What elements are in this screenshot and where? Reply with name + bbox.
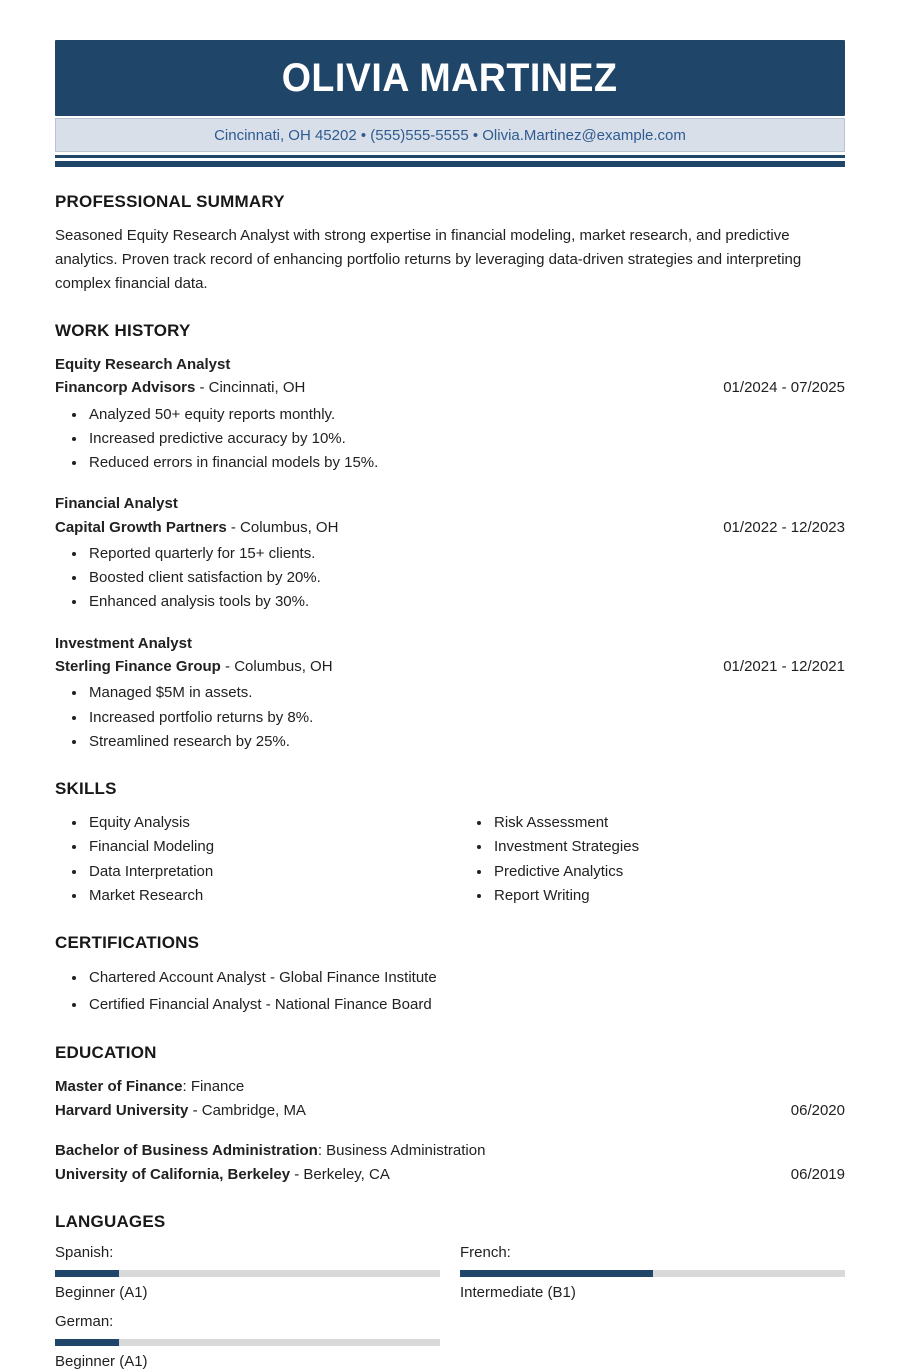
name-banner [55, 40, 845, 116]
skills-columns [55, 811, 845, 908]
job-company: Capital Growth Partners [55, 518, 227, 536]
language-bar-fill [460, 1270, 653, 1277]
skill-item: • Financial Modeling [87, 835, 440, 859]
skill-item: • Report Writing [492, 884, 845, 908]
skill-item: • Equity Analysis [87, 811, 440, 835]
education-program: : Business Administration [317, 1141, 486, 1159]
skills-column-left [55, 811, 440, 908]
language-entry [55, 1313, 440, 1370]
job-title: Investment Analyst [55, 634, 192, 652]
job-location: - Columbus, OH [220, 658, 333, 676]
education-location: - Berkeley, CA [290, 1165, 390, 1183]
skill-item: • Risk Assessment [492, 811, 845, 835]
language-bar-track [55, 1339, 440, 1346]
job-bullet: • Analyzed 50+ equity reports monthly. [87, 403, 845, 427]
skills-column-right [460, 811, 845, 908]
job-company-line [55, 376, 845, 399]
language-level: Beginner (A1) [55, 1352, 148, 1370]
language-name: German: [55, 1312, 114, 1330]
education-entry [55, 1075, 845, 1123]
job-bullet: • Managed $5M in assets. [87, 681, 845, 705]
education-degree: Master of Finance [55, 1077, 183, 1095]
certification-list [55, 965, 845, 1018]
language-bar-track [55, 1270, 440, 1277]
certification-item: • Certified Financial Analyst - National Finance Board [87, 992, 845, 1018]
skill-item: • Data Interpretation [87, 860, 440, 884]
language-bar-track [460, 1270, 845, 1277]
education-date: 06/2019 [790, 1165, 845, 1183]
education-degree-line [55, 1139, 845, 1163]
section-work-history [55, 321, 845, 754]
skill-item: • Investment Strategies [492, 835, 845, 859]
education-degree: Bachelor of Business Administration [55, 1141, 318, 1159]
summary-heading: PROFESSIONAL SUMMARY [55, 192, 285, 211]
language-name: Spanish: [55, 1243, 114, 1261]
divider-thick [55, 161, 845, 167]
job-bullet: • Reported quarterly for 15+ clients. [87, 542, 845, 566]
education-school-location [55, 1099, 306, 1123]
job-dates: 01/2021 - 12/2021 [723, 658, 845, 676]
education-heading: EDUCATION [55, 1042, 157, 1062]
job-company: Sterling Finance Group [55, 658, 221, 676]
job-entry [55, 492, 845, 614]
job-company: Financorp Advisors [55, 379, 196, 397]
education-school-location [55, 1163, 390, 1187]
job-title: Financial Analyst [55, 495, 178, 513]
education-program: : Finance [182, 1077, 245, 1095]
language-entry [460, 1244, 845, 1301]
summary-text: Seasoned Equity Research Analyst with strong expertise in financial modeling, market research, and predictive analytics. Proven track record of enhancing portfolio returns by leveraging data-driven strategies and interpreting complex financial data. [55, 227, 802, 292]
job-company-location [55, 376, 305, 399]
language-entry [55, 1244, 440, 1301]
education-location: - Cambridge, MA [188, 1101, 306, 1119]
language-bar-fill [55, 1339, 119, 1346]
language-level: Beginner (A1) [55, 1283, 148, 1301]
job-bullet-list [55, 681, 845, 754]
job-dates: 01/2022 - 12/2023 [723, 518, 845, 536]
skill-item: • Market Research [87, 884, 440, 908]
languages-grid [55, 1244, 845, 1370]
job-bullet: • Boosted client satisfaction by 20%. [87, 566, 845, 590]
job-bullet: • Enhanced analysis tools by 30%. [87, 590, 845, 614]
education-school: University of California, Berkeley [55, 1165, 291, 1183]
job-bullet-list [55, 542, 845, 615]
contact-info: Cincinnati, OH 45202 • (555)555-5555 • Olivia.Martinez@example.com [214, 126, 686, 144]
job-bullet: • Reduced errors in financial models by 15%. [87, 451, 845, 475]
section-certifications [55, 933, 845, 1018]
job-bullet: • Increased predictive accuracy by 10%. [87, 427, 845, 451]
job-title: Equity Research Analyst [55, 356, 231, 373]
skills-heading: SKILLS [55, 779, 117, 799]
education-date: 06/2020 [790, 1101, 845, 1119]
job-location: - Columbus, OH [226, 518, 339, 536]
job-entry [55, 353, 845, 475]
language-bar-fill [55, 1270, 119, 1277]
job-bullet: • Streamlined research by 25%. [87, 730, 845, 754]
languages-heading: LANGUAGES [55, 1211, 166, 1231]
education-degree-line [55, 1075, 845, 1099]
skill-item: • Predictive Analytics [492, 860, 845, 884]
work-history-heading: WORK HISTORY [55, 321, 191, 340]
section-education [55, 1043, 845, 1187]
job-company-location [55, 655, 333, 678]
job-company-line [55, 655, 845, 678]
certification-item: • Chartered Account Analyst - Global Finance Institute [87, 965, 845, 991]
job-company-location [55, 516, 338, 539]
job-bullet-list [55, 403, 845, 476]
language-level: Intermediate (B1) [460, 1283, 576, 1301]
certifications-heading: CERTIFICATIONS [55, 933, 200, 953]
job-location: - Cincinnati, OH [195, 379, 306, 397]
language-name: French: [460, 1243, 511, 1261]
education-school: Harvard University [55, 1101, 189, 1119]
job-dates: 01/2024 - 07/2025 [723, 379, 845, 397]
resume-body [55, 192, 845, 1370]
divider-thin [55, 155, 845, 158]
section-summary [55, 192, 845, 296]
person-name: OLIVIA MARTINEZ [282, 55, 618, 100]
section-skills [55, 779, 845, 908]
education-school-line [55, 1163, 845, 1187]
resume-header [55, 40, 845, 167]
education-entry [55, 1139, 845, 1187]
job-company-line [55, 516, 845, 539]
job-bullet: • Increased portfolio returns by 8%. [87, 706, 845, 730]
section-languages [55, 1212, 845, 1370]
job-entry [55, 632, 845, 754]
education-school-line [55, 1099, 845, 1123]
contact-bar [55, 118, 845, 152]
